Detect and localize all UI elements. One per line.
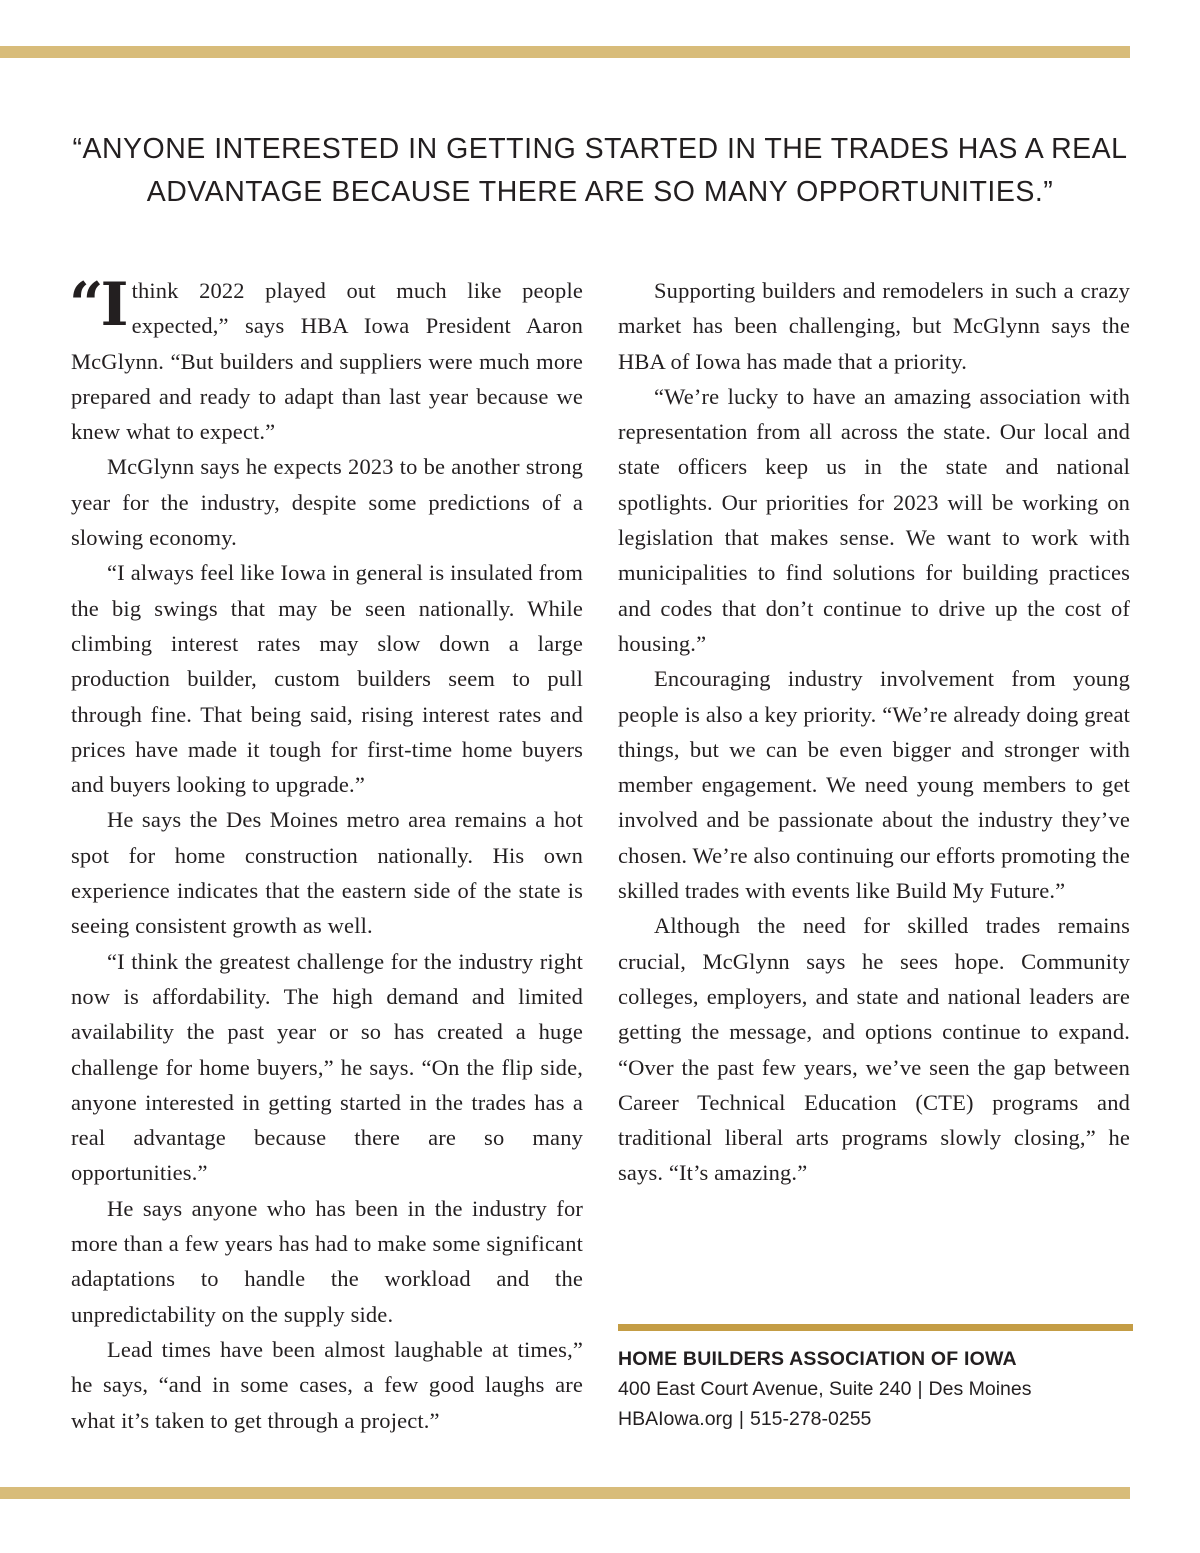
- drop-cap: “I: [69, 270, 126, 340]
- article-paragraph: “I always feel like Iowa in general is insulated from the big swings that may be seen nationally. While climbing interest rates may slow down a large production builder, custom builders seem to pull through fine. That being said, rising interest rates and prices have made it tough for first-time home buyers and buyers looking to upgrade.”: [71, 560, 583, 798]
- organization-name: HOME BUILDERS ASSOCIATION OF IOWA: [618, 1348, 1017, 1370]
- website-link[interactable]: HBAIowa.org: [618, 1408, 733, 1430]
- web-phone-line: [618, 1404, 1138, 1434]
- separator: |: [738, 1408, 744, 1430]
- separator: |: [917, 1378, 923, 1400]
- article-paragraph: He says the Des Moines metro area remains a hot spot for home construction nationally. His own experience indicates that the eastern side of the state is seeing consistent growth as well.: [71, 807, 583, 939]
- article-paragraph: “We’re lucky to have an amazing association with representation from all across the state. Our local and state officers keep us in the state and national spotlights. Our priorities for 2023 will be working on legislation that makes sense. We want to work with municipalities to find solutions for building practices and codes that don’t continue to drive up the cost of housing.”: [618, 383, 1130, 656]
- address-line: [618, 1374, 1138, 1404]
- article-paragraph: Although the need for skilled trades remains crucial, McGlynn says he sees hope. Community colleges, employers, and state and national leaders are getting the message, and options continue to expand. “Over the past few years, we’ve seen the gap between Career Technical Education (CTE) programs and traditional liberal arts programs slowly closing,” he says. “It’s amazing.”: [618, 913, 1130, 1186]
- street-address: 400 East Court Avenue, Suite 240: [618, 1378, 912, 1400]
- contact-block: [618, 1344, 1138, 1434]
- article-paragraph: Encouraging industry involvement from young people is also a key priority. “We’re already doing great things, but we can be even bigger and stronger with member engagement. We need young members to get involved and be passionate about the industry they’ve chosen. We’re also continuing our efforts promoting the skilled trades with events like Build My Future.”: [618, 666, 1130, 904]
- article-paragraph: McGlynn says he expects 2023 to be another strong year for the industry, despite some predictions of a slowing economy.: [71, 454, 583, 551]
- contact-gold-rule: [618, 1324, 1133, 1331]
- top-gold-rule: [0, 46, 1130, 58]
- article-paragraph: “I think the greatest challenge for the industry right now is affordability. The high demand and limited availability the past year or so has created a huge challenge for home buyers,” he says. “On the flip side, anyone interested in getting started in the trades has a real advantage because there are so many opportunities.”: [71, 948, 583, 1186]
- article-column-right: [618, 273, 1130, 1191]
- article-paragraph: “Ithink 2022 played out much like people expected,” says HBA Iowa President Aaron McGlynn. “But builders and suppliers were much more prepared and ready to adapt than last year because we knew what to expect.”: [69, 270, 583, 445]
- article-paragraph: Supporting builders and remodelers in such a crazy market has been challenging, but McGlynn says the HBA of Iowa has made that a priority.: [618, 278, 1130, 374]
- city: Des Moines: [928, 1378, 1032, 1400]
- article-column-left: [69, 270, 583, 1438]
- pull-quote: “ANYONE INTERESTED IN GETTING STARTED IN THE TRADES HAS A REAL ADVANTAGE BECAUSE THERE ARE SO MANY OPPORTUNITIES.”: [72, 133, 1128, 208]
- article-paragraph: He says anyone who has been in the industry for more than a few years has had to make some significant adaptations to handle the workload and the unpredictability on the supply side.: [71, 1195, 583, 1327]
- phone-number: 515-278-0255: [749, 1408, 872, 1430]
- bottom-gold-rule: [0, 1487, 1130, 1499]
- article-paragraph: Lead times have been almost laughable at times,” he says, “and in some cases, a few good laughs are what it’s taken to get through a project.”: [71, 1336, 583, 1433]
